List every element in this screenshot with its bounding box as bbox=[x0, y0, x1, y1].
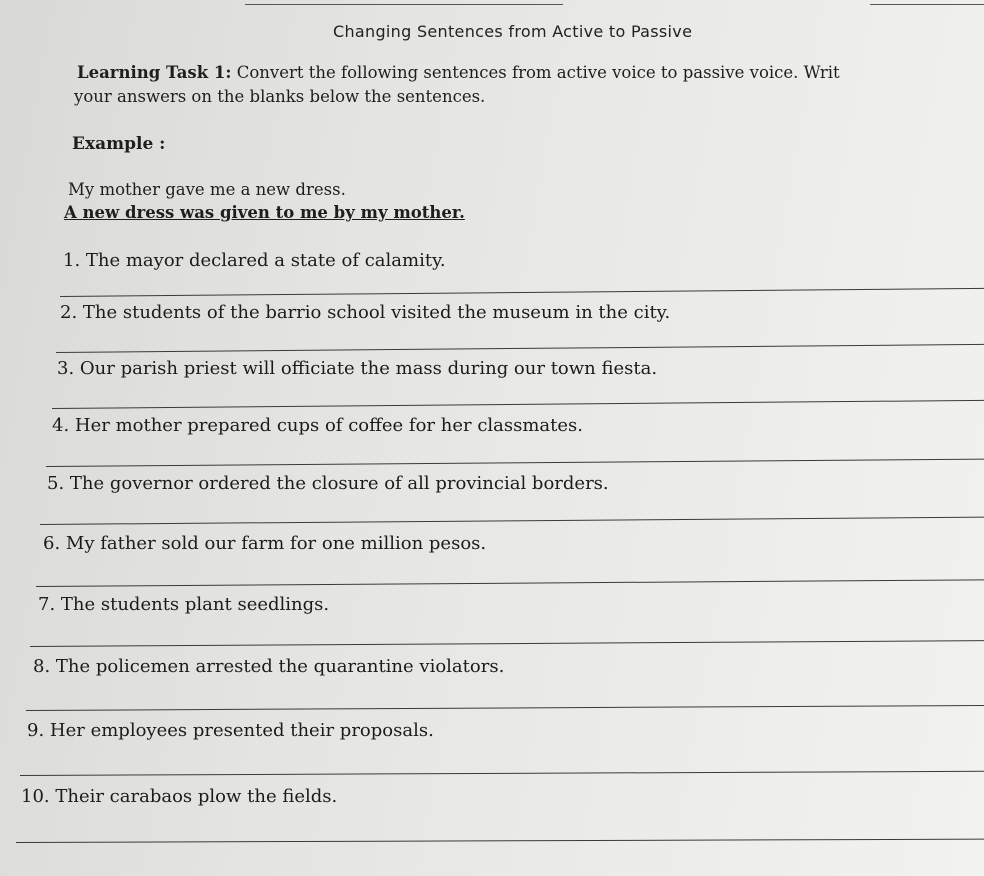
instructions-text-1: Convert the following sentences from active voice to passive voice. Writ bbox=[231, 63, 840, 82]
example-passive-sentence: A new dress was given to me by my mother. bbox=[64, 203, 465, 222]
sentence-5: 5. The governor ordered the closure of all provincial borders. bbox=[47, 473, 609, 494]
answer-blank-7[interactable] bbox=[30, 640, 984, 647]
top-rule-right bbox=[870, 4, 984, 5]
answer-blank-10[interactable] bbox=[16, 839, 984, 844]
sentence-2: 2. The students of the barrio school visited the museum in the city. bbox=[60, 302, 671, 323]
instructions-line-2: your answers on the blanks below the sentences. bbox=[74, 87, 486, 106]
sentence-8: 8. The policemen arrested the quarantine violators. bbox=[33, 656, 505, 677]
example-label: Example : bbox=[72, 134, 166, 154]
sentence-6: 6. My father sold our farm for one million pesos. bbox=[43, 533, 487, 554]
answer-blank-9[interactable] bbox=[20, 771, 984, 777]
sentence-4: 4. Her mother prepared cups of coffee for her classmates. bbox=[52, 415, 584, 436]
sentence-1: 1. The mayor declared a state of calamity. bbox=[63, 250, 446, 271]
sentence-10: 10. Their carabaos plow the fields. bbox=[21, 786, 338, 807]
answer-blank-1[interactable] bbox=[60, 288, 984, 297]
learning-task-label: Learning Task 1: bbox=[77, 63, 232, 82]
instructions-line-1 bbox=[77, 63, 840, 82]
answer-blank-6[interactable] bbox=[36, 579, 984, 587]
sentence-7: 7. The students plant seedlings. bbox=[38, 594, 330, 615]
example-active-sentence: My mother gave me a new dress. bbox=[68, 180, 346, 199]
top-rule-left bbox=[245, 4, 563, 5]
answer-blank-8[interactable] bbox=[26, 705, 984, 711]
sentence-9: 9. Her employees presented their proposals. bbox=[27, 720, 434, 741]
answer-blank-5[interactable] bbox=[40, 517, 984, 526]
answer-blank-4[interactable] bbox=[46, 459, 984, 468]
answer-blank-3[interactable] bbox=[52, 400, 984, 410]
answer-blank-2[interactable] bbox=[56, 344, 984, 353]
worksheet-title: Changing Sentences from Active to Passive bbox=[333, 22, 693, 41]
sentence-3: 3. Our parish priest will officiate the mass during our town fiesta. bbox=[57, 358, 658, 379]
